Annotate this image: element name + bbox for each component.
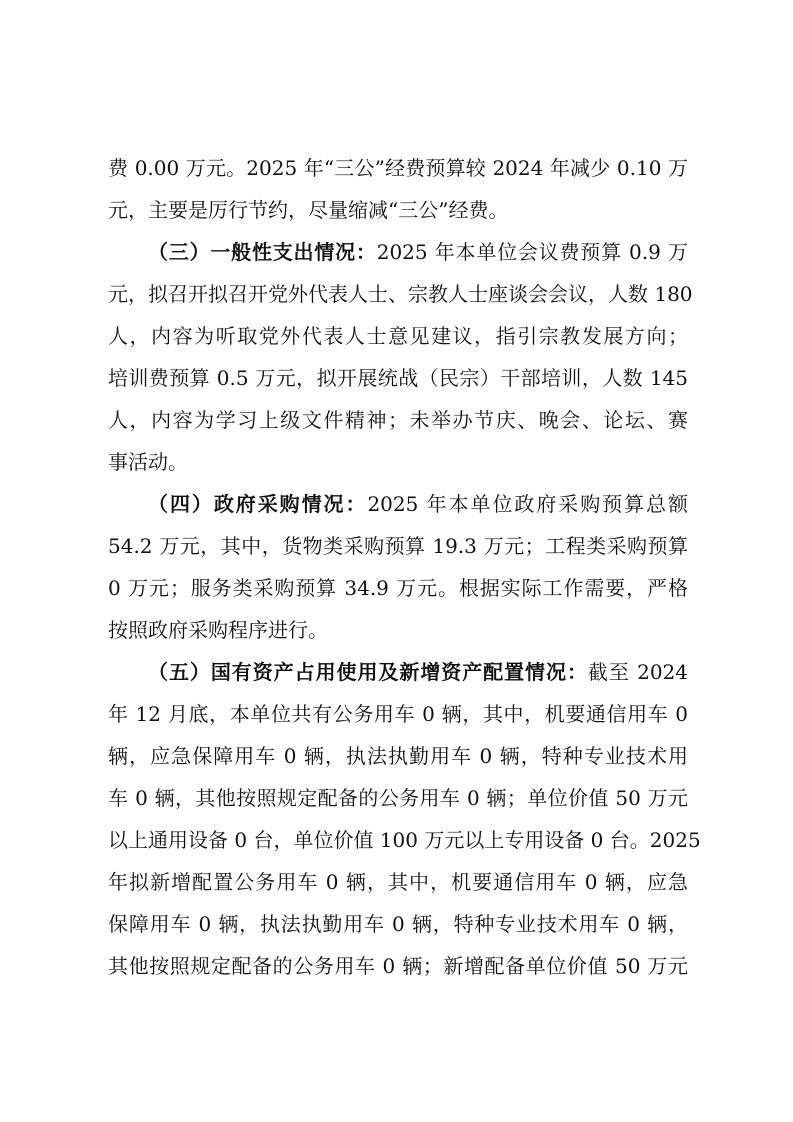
section-heading: （五）国有资产占用使用及新增资产配置情况： — [148, 660, 588, 684]
text-line: 其他按照规定配备的公务用车 0 辆；新增配备单位价值 50 万元 — [108, 954, 688, 978]
section-heading: （三）一般性支出情况： — [148, 240, 377, 264]
section-heading: （四）政府采购情况： — [148, 492, 368, 516]
text-line: 费 0.00 万元。2025 年“三公”经费预算较 2024 年减少 0.10 万 — [108, 156, 688, 180]
text-line: 人，内容为听取党外代表人士意见建议，指引宗教发展方向； — [108, 324, 688, 348]
text-line: 以上通用设备 0 台，单位价值 100 万元以上专用设备 0 台。2025 — [108, 828, 701, 852]
section-five-first-line — [148, 652, 688, 692]
text-line: 按照政府采购程序进行。 — [108, 618, 328, 642]
text-line: 保障用车 0 辆，执法执勤用车 0 辆，特种专业技术用车 0 辆， — [108, 912, 688, 936]
text-line: 54.2 万元，其中，货物类采购预算 19.3 万元；工程类采购预算 — [108, 534, 688, 558]
text-line: 元，主要是厉行节约，尽量缩减“三公”经费。 — [108, 198, 509, 222]
text-line: 年拟新增配置公务用车 0 辆，其中，机要通信用车 0 辆，应急 — [108, 870, 688, 894]
text-line: 0 万元；服务类采购预算 34.9 万元。根据实际工作需要，严格 — [108, 576, 688, 600]
text-run: 2025 年本单位会议费预算 0.9 万 — [376, 240, 689, 264]
text-run: 2025 年本单位政府采购预算总额 — [367, 492, 689, 516]
text-run: 截至 2024 — [587, 660, 689, 684]
text-line: 元，拟召开拟召开党外代表人士、宗教人士座谈会会议，人数 180 — [108, 282, 693, 306]
text-line: 辆，应急保障用车 0 辆，执法执勤用车 0 辆，特种专业技术用 — [108, 744, 688, 768]
text-line: 车 0 辆，其他按照规定配备的公务用车 0 辆；单位价值 50 万元 — [108, 786, 688, 810]
section-four-first-line — [148, 484, 688, 524]
text-line: 事活动。 — [108, 450, 188, 474]
section-three-first-line — [148, 232, 688, 272]
text-line: 年 12 月底，本单位共有公务用车 0 辆，其中，机要通信用车 0 — [108, 702, 688, 726]
text-line: 人，内容为学习上级文件精神；未举办节庆、晚会、论坛、赛 — [108, 408, 688, 432]
text-line: 培训费预算 0.5 万元，拟开展统战（民宗）干部培训，人数 145 — [108, 366, 688, 390]
